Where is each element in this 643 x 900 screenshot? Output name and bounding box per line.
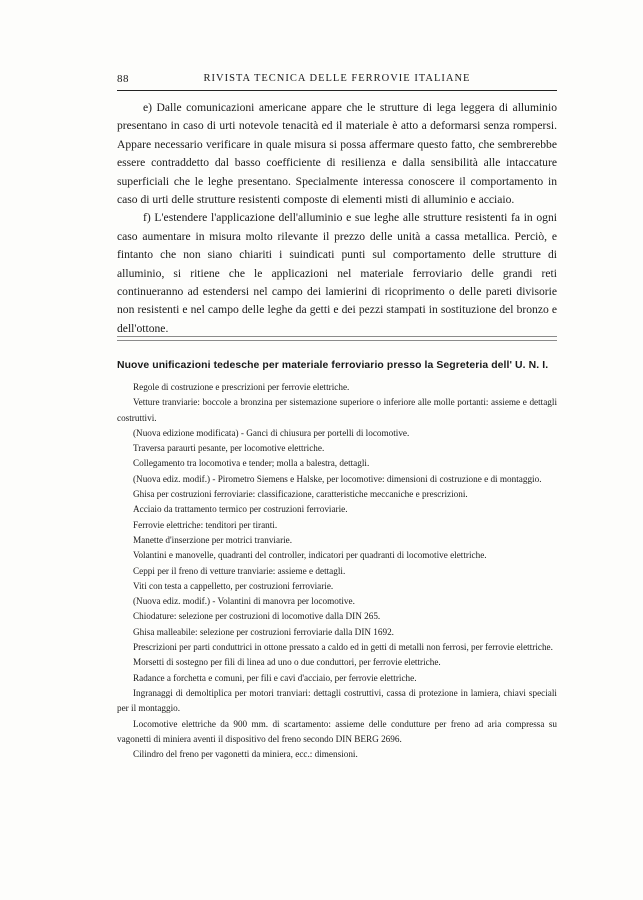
list-item: Ingranaggi di demoltiplica per motori tranviari: dettagli costruttivi, cassa di protezione in lamiera, chiavi speciali per il montaggio. [117, 687, 557, 714]
list-item: Prescrizioni per parti conduttrici in ottone pressato a caldo ed in getti di metalli non ferrosi, per ferrovie elettriche. [133, 642, 553, 653]
standards-list [117, 380, 557, 762]
section-heading: Nuove unificazioni tedesche per materiale ferroviario presso la Segreteria dell' U. N. I. [117, 360, 549, 371]
running-header [117, 73, 557, 89]
list-item: Radance a forchetta e comuni, per fili e cavi d'acciaio, per ferrovie elettriche. [133, 672, 417, 683]
list-item: Ghisa per costruzioni ferroviarie: classificazione, caratteristiche meccaniche e prescrizioni. [133, 489, 468, 500]
list-item: Morsetti di sostegno per fili di linea ad uno o due conduttori, per ferrovie elettriche. [133, 657, 441, 668]
journal-title: RIVISTA TECNICA DELLE FERROVIE ITALIANE [203, 73, 471, 84]
list-item: (Nuova ediz. modif.) - Pirometro Siemens e Halske, per locomotive: dimensioni di costruzione e di montaggio. [133, 473, 542, 484]
list-item: Collegamento tra locomotiva e tender; molla a balestra, dettagli. [133, 458, 370, 469]
list-item: Chiodature: selezione per costruzioni di locomotive dalla DIN 265. [133, 611, 381, 622]
list-item: Volantini e manovelle, quadranti del controller, indicatori per quadranti di locomotive elettriche. [133, 550, 487, 561]
list-item: Ferrovie elettriche: tenditori per tiranti. [133, 519, 278, 530]
list-item: (Nuova edizione modificata) - Ganci di chiusura per portelli di locomotive. [133, 427, 410, 438]
list-item: Ceppi per il freno di vetture tranviarie: assieme e dettagli. [133, 565, 346, 576]
paragraph-e: e) Dalle comunicazioni americane appare che le strutture di lega leggera di alluminio presentano in caso di urti notevole tenacità ed il materiale è atto a deformarsi senza rompersi. Appare necessario verificare in quale misura si possa affermare questo fatto, che sembrerebbe essere contraddetto dal basso coefficiente di resilienza e dalla sensibilità alle intaccature superficiali che le leghe presentano. Specialmente interessa conoscere il comportamento in caso di urti delle strutture resistenti composte di elementi misti di alluminio e acciaio. [117, 101, 557, 207]
paragraph-f: f) L'estendere l'applicazione dell'alluminio e sue leghe alle strutture resistenti fa in ogni caso aumentare in misura molto rilevante il prezzo delle unità a cassa metallica. Perciò, e fintanto che non siano chiariti i suindicati punti sul comportamento delle strutture di alluminio, si ritiene che le applicazioni nel materiale ferroviario delle grandi reti continueranno ad estendersi nel campo dei lamierini di ricoprimento o delle pareti divisorie non resistenti e nel campo delle leghe da getti e dei pezzi stampati in sostituzione del bronzo e dell'ottone. [117, 211, 557, 335]
section-divider-top [117, 336, 557, 337]
header-rule [117, 90, 557, 91]
list-item: Cilindro del freno per vagonetti da miniera, ecc.: dimensioni. [133, 749, 358, 760]
article-body [117, 99, 557, 338]
list-item: Traversa paraurti pesante, per locomotive elettriche. [133, 443, 325, 454]
list-item: Acciaio da trattamento termico per costruzioni ferroviarie. [133, 504, 348, 515]
list-item: Regole di costruzione e prescrizioni per ferrovie elettriche. [133, 382, 350, 392]
list-item: Viti con testa a cappelletto, per costruzioni ferroviarie. [133, 580, 334, 591]
page-number: 88 [117, 73, 129, 85]
list-item: Vetture tranviarie: boccole a bronzina per sistemazione superiore o inferiore alle molle portanti: assieme e dettagli costruttivi. [117, 397, 557, 423]
section-divider-bottom [117, 340, 557, 341]
list-item: Ghisa malleabile: selezione per costruzioni ferroviarie dalla DIN 1692. [133, 626, 394, 637]
list-item: Locomotive elettriche da 900 mm. di scartamento: assieme delle condutture per freno ad aria compressa su vagonetti di miniera aventi il dispositivo del freno secondo DIN BERG 2696. [117, 718, 557, 744]
list-item: Manette d'inserzione per motrici tranviarie. [133, 534, 293, 545]
list-item: (Nuova ediz. modif.) - Volantini di manovra per locomotive. [133, 596, 355, 607]
